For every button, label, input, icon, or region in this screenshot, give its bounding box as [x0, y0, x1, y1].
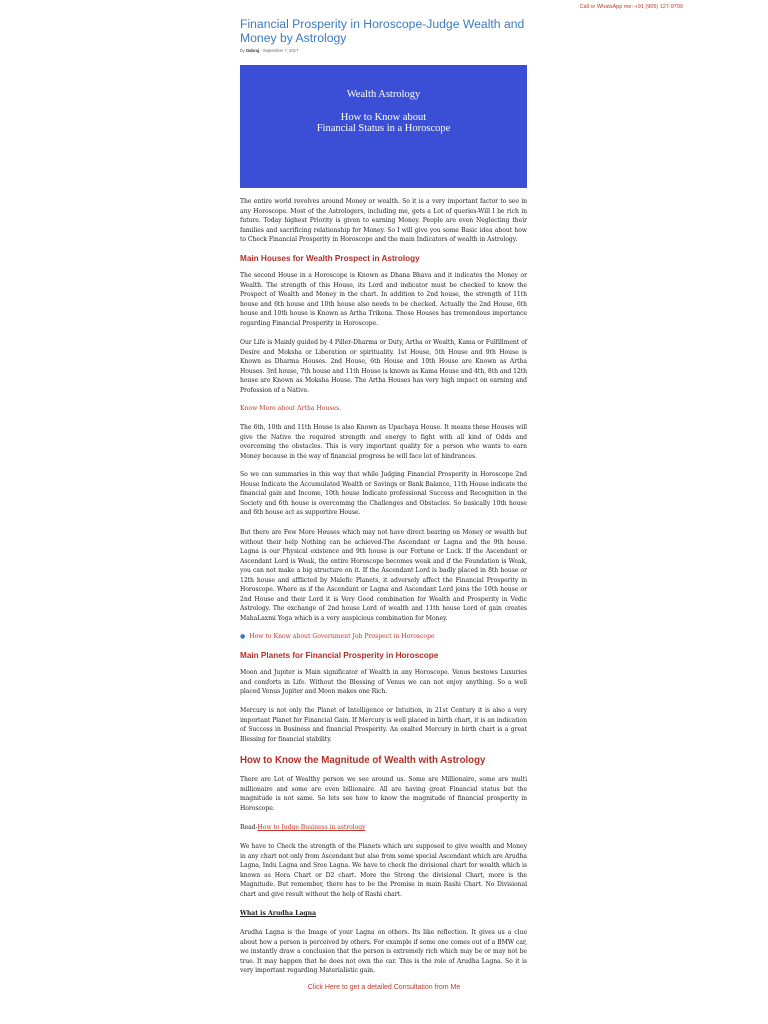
paragraph-summary: So we can summaries in this way that while Judging Financial Prosperity in Horoscope 2nd House Indicate the Accumulated Wealth or Savings or Bank Balance, 11th House indicate the financial gain and Income, 10th house Indicate professional Success and Recognition in the Society and 6th house is overcoming the Challenges and Obstacles. So basically 10th house and 6th house act as supportive House.: [240, 471, 527, 516]
post-date: September 7, 2017: [262, 48, 299, 53]
contact-phone-bar[interactable]: Call or WhatsApp me: +91 (905) 127-9799: [579, 4, 683, 10]
article-meta: By Dabraj - September 7, 2017: [240, 48, 299, 53]
artha-houses-link[interactable]: Know More about Artha Houses.: [240, 405, 342, 412]
intro-paragraph: The entire world revolves around Money or wealth. So it is a very important factor to see in any Horoscope. Most of the Astrologers, including me, gets a Lot of queries-Will I be rich in future. Today highest Priority is given to earning Money. People are even Neglecting their families and sacrificing relationship for Money. So I will give you some Basic idea about how to Check Financial Prosperity in Horoscope and the main Indicators of wealth in Astrology.: [240, 198, 527, 243]
consultation-cta-link[interactable]: Click Here to get a detailed Consultation from Me: [307, 984, 461, 991]
heading-main-houses: Main Houses for Wealth Prospect in Astrology: [240, 254, 420, 263]
business-astrology-link[interactable]: How to Judge Business in astrology: [257, 824, 366, 831]
meta-by: By: [240, 48, 245, 53]
paragraph-four-pillars: Our Life is Mainly guided by 4 Piller-Dharma or Duty, Artha or Wealth, Kama or Fulfillment of Desire and Moksha or Liberation or spirituality. 1st House, 5th House and 9th House is Known as Dharma Houses. 2nd House, 6th House and 10th House are Known as Artha Houses. 3rd house, 7th house and 11th House is known as Kama House and 4th, 8th and 12th house are Known as Moksha House. The Artha Houses has very high impact on earning and Profession of a Native.: [240, 339, 527, 394]
heading-magnitude: How to Know the Magnitude of Wealth with Astrology: [240, 755, 486, 766]
hero-title: Wealth Astrology: [346, 89, 421, 100]
hero-image: [240, 65, 527, 188]
paragraph-divisional-chart: We have to Check the strength of the Planets which are supposed to give wealth and Money in any chart not only from Ascendant but also from some special Ascendant which are Arudha Lagna, Indu Lagna and Sree Lagna. We have to check the divisional chart for wealth which is known as Hora Chart or D2 chart. More the Strong the divisional Chart, more is the Magnitude. But remember, there has to be the Promise in main Rashi Chart. No Divisional chart and give result without the help of Rashi chart.: [240, 843, 527, 898]
article-title: Financial Prosperity in Horoscope-Judge Wealth and Money by Astrology: [240, 17, 525, 45]
paragraph-mercury: Mercury is not only the Planet of Intelligence or Intuition, in 21st Century it is also a very important Planet for Financial Gain. If Mercury is well placed in birth chart, it is an indication of Success in Business and financial Prosperity. An exalted Mercury in birth chart is a great Blessing for financial stability.: [240, 707, 527, 743]
heading-main-planets: Main Planets for Financial Prosperity in Horoscope: [240, 651, 439, 660]
hero-line-3: Financial Status in a Horoscope: [316, 123, 451, 134]
government-job-link[interactable]: How to Know about Government Job Prospect in Horoscope: [249, 633, 435, 640]
read-label: Read-: [240, 824, 258, 831]
paragraph-moon-jupiter: Moon and Jupiter is Main significator of Wealth in any Horoscope. Venus bestows Luxuries and comforts in Life. Without the Blessing of Venus we can not enjoy anything. So a well placed Venus Jupiter and Moon makes one Rich.: [240, 669, 527, 695]
paragraph-dhana-bhava: The second House in a Horoscope is Known as Dhana Bhava and it indicates the Money or Wealth. The strength of this House, its Lord and indicator must be checked to know the Prospect of Wealth and Money in the chart. In addition to 2nd house, the strength of 11th house and 6th house and 10th house also needs to be checked. Actually the 2nd House, 6th house and 10th house is Known as Artha Trikona. These Houses has tremendous importance regarding Financial Prosperity in Horoscope.: [240, 272, 527, 327]
paragraph-wealthy-persons: There are Lot of Wealthy person we see around us. Some are Millionaire, some are multi millionaire and some are even billionaire. All are having great Financial status but the magnitude is not same. So lets see how to know the magnitude of financial prosperity in Horoscope.: [240, 776, 527, 812]
paragraph-ascendant: But there are Few More Houses which may not have direct bearing on Money or wealth but without their help Nothing can be achieved-The Ascendant or Lagna and the 9th house. Lagna is our Physical existence and 9th house is our Fortune or Luck. If the Ascendant or Ascendant Lord is Weak, the entire Horoscope becomes weak and if the Foundation is Weak, you can not make a big structure on it. If the Ascendant Lord is badly placed in 8th house or 12th house and afflicted by Malefic Planets, it adversely affect the Financial Prosperity in Horoscope. Where as if the Ascendant or Lagna and Ascendant Lord joins the 10th house or 2nd House and their Lord it is Very Good combination for Wealth and Prosperity in Vedic Astrology. The exchange of 2nd house Lord of wealth and 11th house Lord of gain creates MahaLaxmi Yoga which is a very auspicious combination for Money.: [240, 529, 527, 622]
author-link[interactable]: Dabraj: [246, 48, 260, 53]
hero-line-2: How to Know about: [340, 111, 427, 123]
paragraph-arudha-lagna: Arudha Lagna is the Image of your Lagna on others. Its like reflection. It gives us a clue about how a person is perceived by others. For example if some one comes out of a BMW car, we instantly draw a conclusion that the person is extremely rich which may be or may not be true. It may happen that he does not own the car. This is the role of Arudha Lagna. So it is very important regarding Materialistic gain.: [240, 929, 527, 974]
bullet-list-item: [240, 632, 527, 642]
article-header: [240, 18, 527, 62]
read-more-line: [240, 823, 527, 833]
heading-arudha-lagna: What is Arudha Lagna: [240, 910, 317, 917]
paragraph-upachaya: The 6th, 10th and 11th House is also Known as Upachaya House. It means these Houses will give the Native the required strength and energy to fight with all kind of Odds and overcoming the obstacles. This is very important quality for a person who wants to earn Money because in the way of financial progress he will face lot of hindrances.: [240, 424, 527, 460]
bullet-icon: ●: [240, 633, 246, 640]
